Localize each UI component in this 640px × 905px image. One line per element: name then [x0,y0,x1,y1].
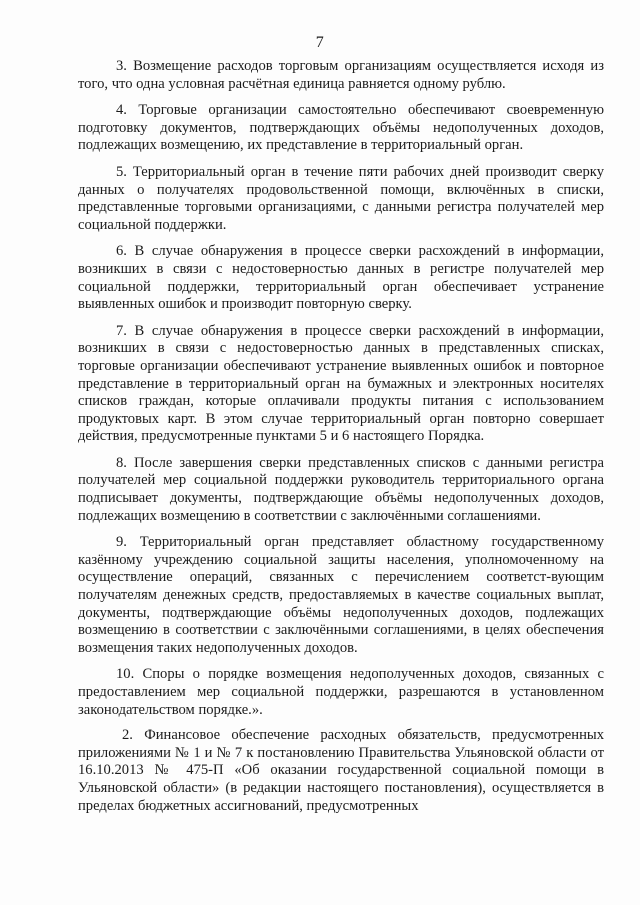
paragraph-item-9: 9. Территориальный орган представляет областному государственному казённому учреждению социальной защиты населения, уполномоченному на осуществление операций, связанных с перечислением соответст-вующим получателям денежных средств, предоставляемых в качестве социальных выплат, документы, подтверждающие объёмы недополученных доходов, подлежащих возмещению в соответствии с заключёнными соглашениями, в целях обеспечения возмещения таких недополученных доходов. [78,534,604,656]
paragraph-item-4: 4. Торговые организации самостоятельно обеспечивают своевременную подготовку документов, подтверждающих объёмы недополученных доходов, подлежащих возмещению, их представление в территориальный орган. [78,102,604,154]
document-body [78,58,604,815]
paragraph-item-7: 7. В случае обнаружения в процессе сверки расхождений в информации, возникших в связи с недостоверностью данных в представленных списках, торговые организации обеспечивают устранение выявленных ошибок и повторное представление в территориальный орган на бумажных и электронных носителях списков граждан, которые оплачивали продукты питания с использованием продуктовых карт. В этом случае территориальный орган повторно совершает действия, предусмотренные пунктами 5 и 6 настоящего Порядка. [78,322,604,445]
paragraph-item-5: 5. Территориальный орган в течение пяти рабочих дней производит сверку данных о получателях продовольственной помощи, включённых в списки, представленные торговыми организациями, с данными регистра получателей мер социальной поддержки. [78,163,604,233]
paragraph-item-10: 10. Споры о порядке возмещения недополученных доходов, связанных с предоставлением мер социальной поддержки, разрешаются в установленном законодательством порядке.». [78,666,604,718]
paragraph-section-2: 2. Финансовое обеспечение расходных обязательств, предусмотренных приложениями № 1 и № 7 к постановлению Правительства Ульяновской области от 16.10.2013 № 475-П «Об оказании государственной социальной помощи в Ульяновской области» (в редакции настоящего постановления), осуществляется в пределах бюджетных ассигнований, предусмотренных [78,727,604,814]
paragraph-item-6: 6. В случае обнаружения в процессе сверки расхождений в информации, возникших в связи с недостоверностью данных в регистре получателей мер социальной поддержки, территориальный орган обеспечивает устранение выявленных ошибок и производит повторную сверку. [78,243,604,313]
page-number: 7 [315,34,325,51]
paragraph-item-3: 3. Возмещение расходов торговым организациям осуществляется исходя из того, что одна условная расчётная единица равняется одному рублю. [78,58,604,92]
paragraph-item-8: 8. После завершения сверки представленных списков с данными регистра получателей мер социальной поддержки руководитель территориального органа подписывает документы, подтверждающие объёмы недополученных доходов, подлежащих возмещению в соответствии с заключёнными соглашениями. [78,454,604,524]
